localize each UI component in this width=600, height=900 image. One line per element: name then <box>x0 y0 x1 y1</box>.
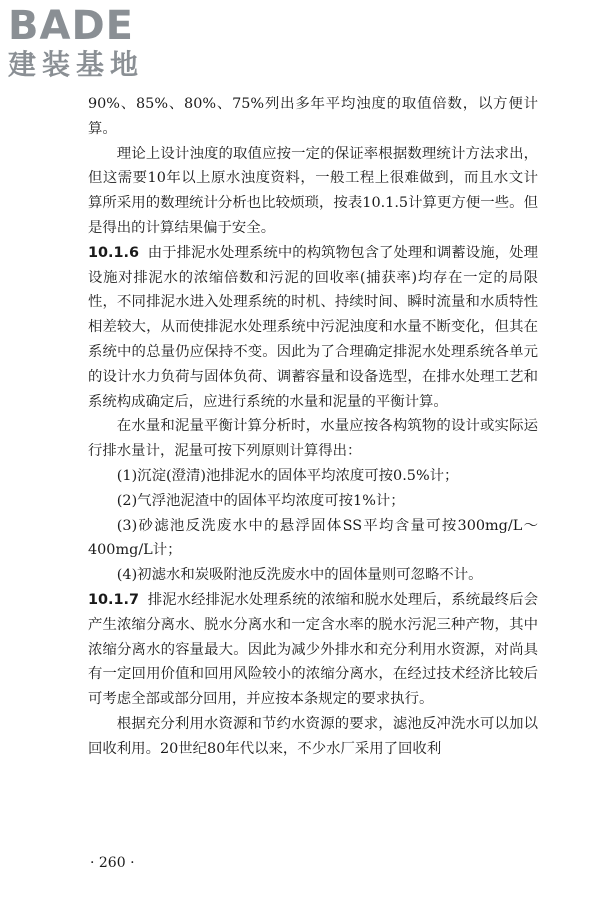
list-item: (1)沉淀(澄清)池排泥水的固体平均浓度可按0.5%计； <box>116 467 459 484</box>
logo-subtitle: 建装基地 <box>8 48 145 81</box>
section-10-1-7 <box>88 588 538 712</box>
list-item: (2)气浮池泥渣中的固体平均浓度可按1%计； <box>116 492 405 509</box>
document-body <box>88 92 538 762</box>
logo-wordmark: BADE <box>8 3 134 49</box>
page-number: · 260 · <box>90 855 135 871</box>
section-text: 排泥水经排泥水处理系统的浓缩和脱水处理后，系统最终后会产生浓缩分离水、脱水分离水和一定含水率的脱水污泥三种产物，其中浓缩分离水的容量最大。因此为减少外排水和充分利用水资源，对尚具有一定回用价值和回用风险较小的浓缩分离水，在经过技术经济比较后可考虑全部或部分回用，并应按本条规定的要求执行。 <box>88 591 538 708</box>
section-number: 10.1.7 <box>88 591 139 608</box>
section-text: 由于排泥水处理系统中的构筑物包含了处理和调蓄设施，处理设施对排泥水的浓缩倍数和污泥的回收率(捕获率)均存在一定的局限性，不同排泥水进入处理系统的时机、持续时间、瞬时流量和水质特性相差较大，从而使排泥水处理系统中污泥浊度和水量不断变化，但其在系统中的总量仍应保持不变。因此为了合理确定排泥水处理系统各单元的设计水力负荷与固体负荷、调蓄容量和设备选型，在排水处理工艺和系统构成确定后，应进行系统的水量和泥量的平衡计算。 <box>88 244 538 410</box>
section-10-1-6 <box>88 241 538 415</box>
bade-logo <box>8 4 178 82</box>
paragraph: 在水量和泥量平衡计算分析时，水量应按各构筑物的设计或实际运行排水量计，泥量可按下列原则计算得出： <box>88 418 538 460</box>
paragraph: 理论上设计浊度的取值应按一定的保证率根据数理统计方法求出，但这需要10年以上原水浊度资料，一般工程上很难做到，而且水文计算所采用的数理统计分析也比较烦琐，按表10.1.5计算更方便一些。但是得出的计算结果偏于安全。 <box>88 145 538 236</box>
section-number: 10.1.6 <box>88 244 139 261</box>
list-item: (3)砂滤池反洗废水中的悬浮固体SS平均含量可按300mg/L～400mg/L计； <box>88 517 538 559</box>
list-item: (4)初滤水和炭吸附池反洗废水中的固体量则可忽略不计。 <box>116 567 483 584</box>
paragraph-continuation: 90%、85%、80%、75%列出多年平均浊度的取值倍数，以方便计算。 <box>88 96 538 137</box>
paragraph: 根据充分利用水资源和节约水资源的要求，滤池反冲洗水可以加以回收利用。20世纪80年代以来，不少水厂采用了回收利 <box>88 715 538 757</box>
